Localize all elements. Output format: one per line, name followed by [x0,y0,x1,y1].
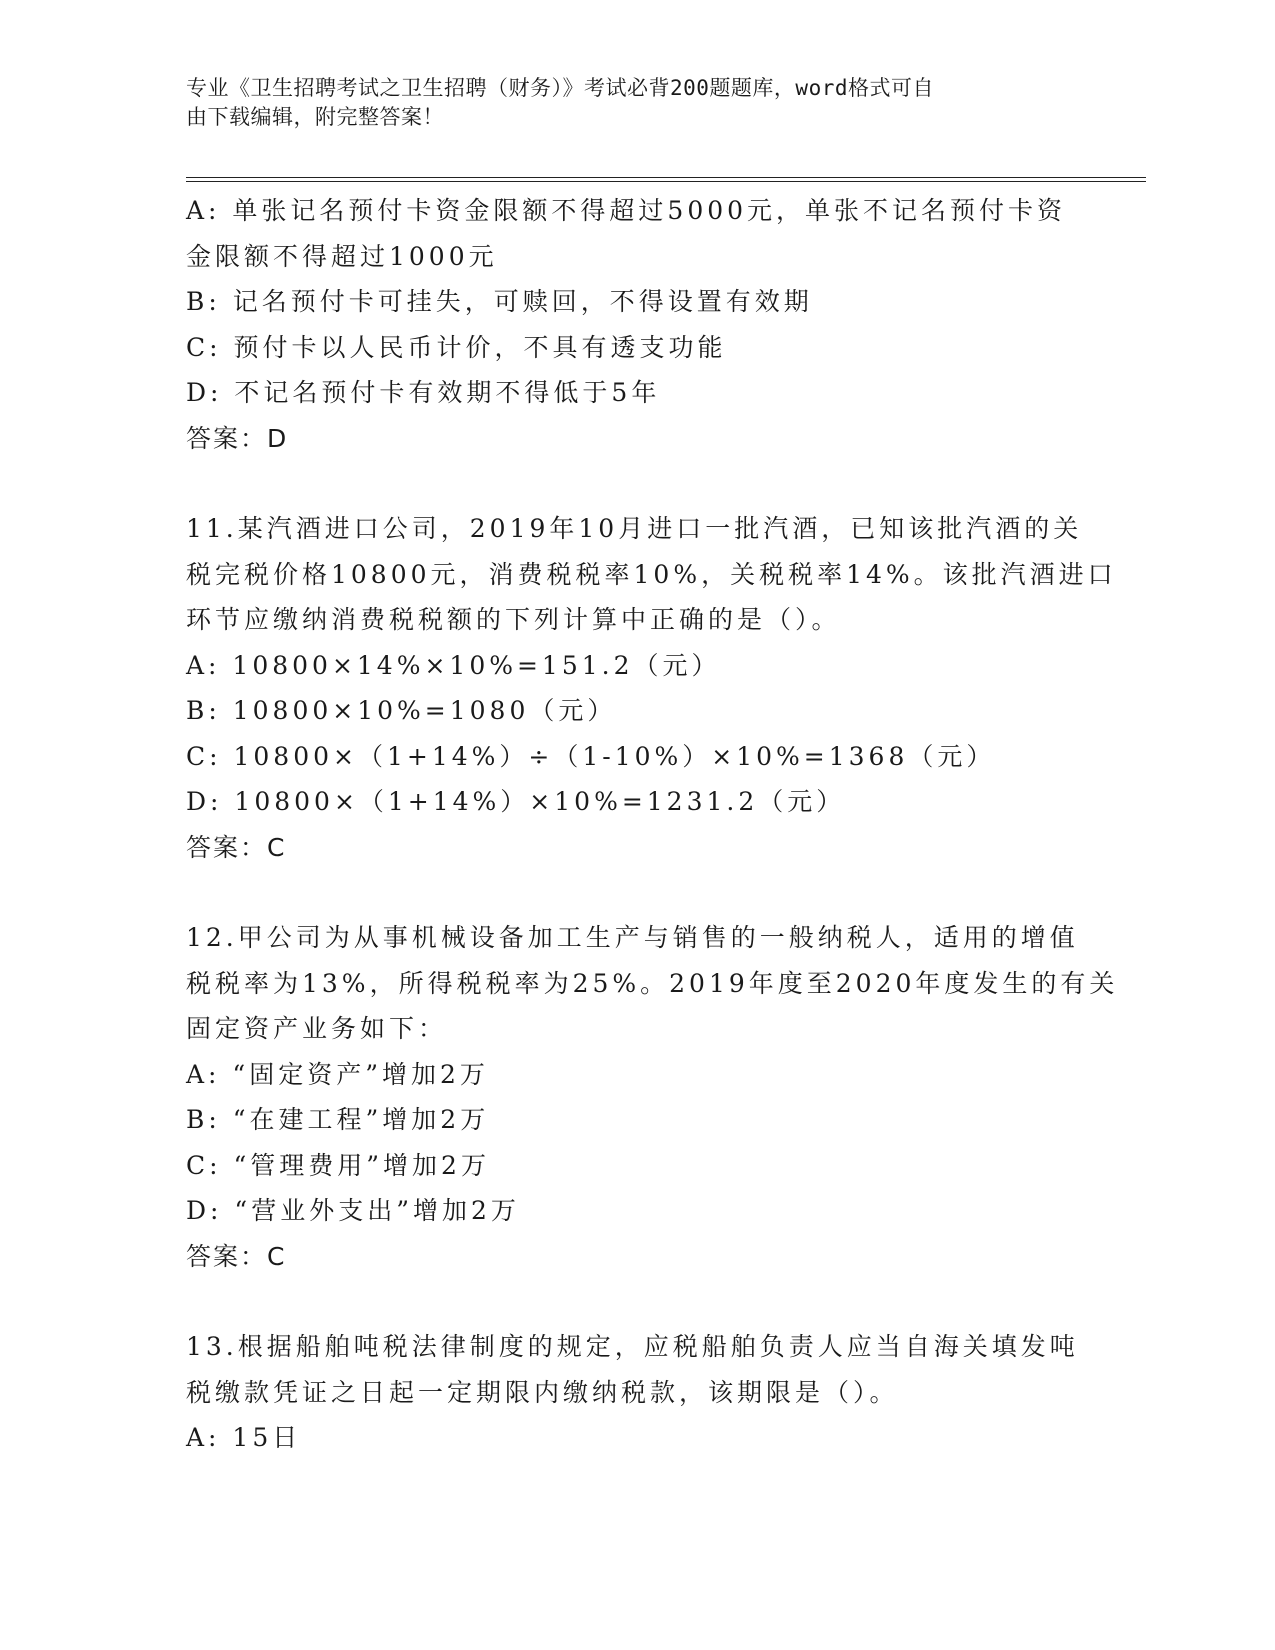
option-a-line-1: A: 单张记名预付卡资金限额不得超过5000元，单张不记名预付卡资 [186,196,1067,225]
question-stem-line-1: 12.甲公司为从事机械设备加工生产与销售的一般纳税人，适用的增值 [186,923,1079,952]
answer: 答案：C [186,832,287,862]
question-10 [186,188,1066,461]
option-a: A: 15日 [186,1423,302,1452]
question-stem-line-3: 固定资产业务如下： [186,1014,448,1043]
option-b: B: 10800×10%=1080（元） [186,696,617,725]
option-a: A: “固定资产”增加2万 [186,1059,489,1089]
option-d: D: 10800×（1+14%）×10%=1231.2（元） [186,787,846,816]
option-c: C: 10800×（1+14%）÷（1-10%）×10%=1368（元） [186,741,996,771]
header-divider-bottom [186,181,1146,182]
header-divider-top [186,177,1146,178]
option-c: C: “管理费用”增加2万 [186,1150,490,1180]
spacer [186,870,1066,915]
option-b: B: “在建工程”增加2万 [186,1105,490,1134]
question-13 [186,1324,1079,1461]
option-d: D: “营业外支出”增加2万 [186,1196,520,1225]
document-header [186,74,1066,132]
option-c: C: 预付卡以人民币计价，不具有透支功能 [186,332,727,362]
question-11 [186,506,1117,870]
header-line-1: 专业《卫生招聘考试之卫生招聘（财务）》考试必背200题题库，word格式可自 [186,76,934,100]
spacer [186,1279,1066,1324]
option-b: B: 记名预付卡可挂失，可赎回，不得设置有效期 [186,287,813,316]
question-stem-line-1: 13.根据船舶吨税法律制度的规定，应税船舶负责人应当自海关填发吨 [186,1332,1079,1361]
question-stem-line-2: 税缴款凭证之日起一定期限内缴纳税款，该期限是（）。 [186,1377,899,1407]
option-a-line-2: 金限额不得超过1000元 [186,241,498,271]
option-a: A: 10800×14%×10%=151.2（元） [186,650,721,680]
header-line-2: 由下载编辑，附完整答案！ [186,105,444,129]
question-stem-line-3: 环节应缴纳消费税税额的下列计算中正确的是（）。 [186,605,841,634]
answer: 答案：D [186,423,289,453]
question-stem-line-2: 税税率为13%，所得税税率为25%。2019年度至2020年度发生的有关 [186,968,1119,998]
question-12 [186,915,1119,1279]
spacer [186,461,1066,506]
option-d: D: 不记名预付卡有效期不得低于5年 [186,378,661,407]
question-stem-line-2: 税完税价格10800元，消费税税率10%，关税税率14%。该批汽酒进口 [186,559,1117,589]
answer: 答案：C [186,1241,287,1271]
document-body [186,188,1119,1461]
question-stem-line-1: 11.某汽酒进口公司，2019年10月进口一批汽酒，已知该批汽酒的关 [186,514,1083,543]
